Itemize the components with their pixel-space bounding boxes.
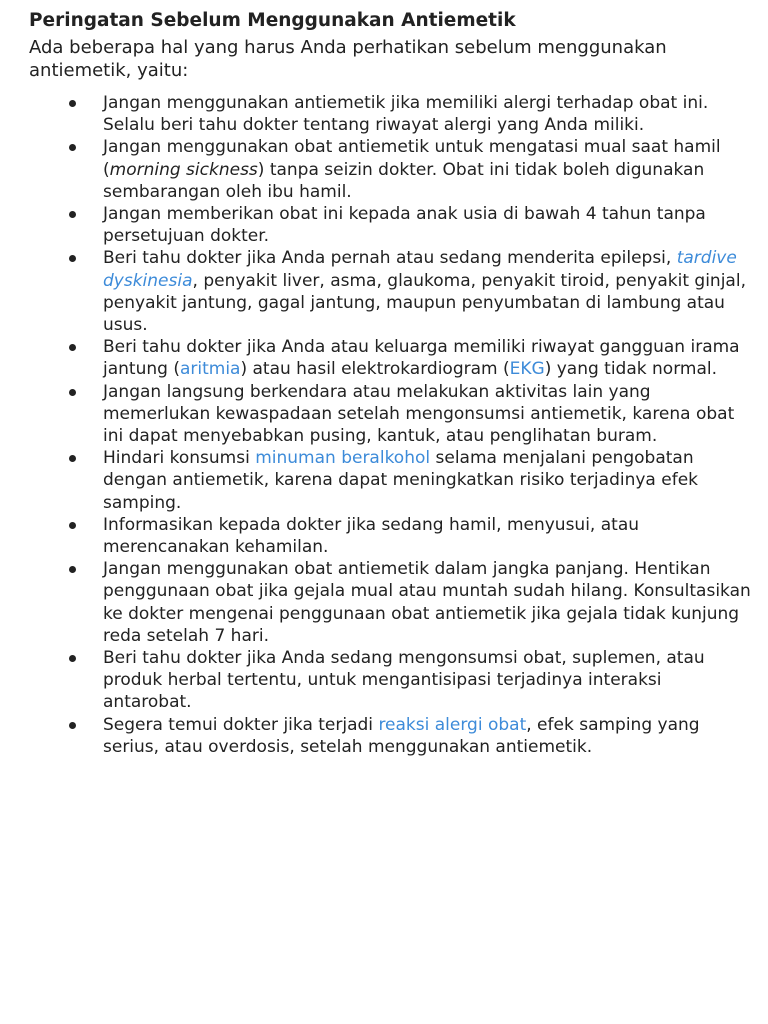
item-text: ) tanpa seizin dokter. Obat ini tidak boleh digunakan sembarangan oleh ibu hamil. bbox=[103, 159, 705, 202]
link-ekg[interactable]: EKG bbox=[509, 359, 545, 380]
bullet-icon bbox=[69, 722, 76, 729]
item-text: ) yang tidak normal. bbox=[544, 359, 717, 380]
item-text: ) atau hasil elektrokardiogram ( bbox=[240, 359, 510, 380]
bullet-icon bbox=[69, 566, 76, 573]
bullet-icon bbox=[69, 144, 76, 151]
bullet-icon bbox=[69, 255, 76, 262]
bullet-icon bbox=[69, 455, 76, 462]
list-item-alcohol bbox=[29, 447, 751, 514]
list-item-long-term-use bbox=[29, 558, 751, 647]
link-reaksi-alergi-obat[interactable]: reaksi alergi obat bbox=[378, 714, 527, 735]
list-item-drug-interactions bbox=[29, 647, 751, 714]
item-text: Hindari konsumsi bbox=[103, 448, 256, 469]
section-heading: Peringatan Sebelum Menggunakan Antiemetik bbox=[29, 10, 516, 31]
link-minuman-beralkohol[interactable]: minuman beralkohol bbox=[255, 448, 431, 469]
item-text: Segera temui dokter jika terjadi bbox=[103, 714, 379, 735]
list-item-driving bbox=[29, 381, 751, 448]
item-text: Beri tahu dokter jika Anda atau keluarga memiliki riwayat gangguan irama jantung ( bbox=[103, 337, 740, 380]
item-text: Jangan menggunakan antiemetik jika memiliki alergi terhadap obat ini. Selalu beri tahu dokter tentang riwayat alergi yang Anda miliki. bbox=[103, 93, 709, 136]
bullet-icon bbox=[69, 211, 76, 218]
item-text: Beri tahu dokter jika Anda sedang mengonsumsi obat, suplemen, atau produk herbal tertentu, untuk mengantisipasi terjadinya interaksi antarobat. bbox=[103, 648, 705, 713]
item-text: Informasikan kepada dokter jika sedang hamil, menyusui, atau merencanakan kehamilan. bbox=[103, 514, 640, 558]
bullet-icon bbox=[69, 344, 76, 351]
bullet-icon bbox=[69, 522, 76, 529]
item-text: , efek samping yang serius, atau overdosis, setelah menggunakan antiemetik. bbox=[103, 714, 700, 757]
list-item-pregnancy bbox=[29, 514, 751, 558]
list-item-heart-rhythm bbox=[29, 336, 751, 380]
list-item-allergy bbox=[29, 92, 751, 136]
list-item-allergic-reaction bbox=[29, 714, 751, 758]
item-text: Jangan langsung berkendara atau melakukan aktivitas lain yang memerlukan kewaspadaan setelah mengonsumsi antiemetik, karena obat ini dapat menyebabkan pusing, kantuk, atau penglihatan buram. bbox=[103, 381, 735, 447]
item-text: Jangan memberikan obat ini kepada anak usia di bawah 4 tahun tanpa persetujuan dokter. bbox=[103, 204, 706, 247]
list-item-pregnancy-nausea bbox=[29, 136, 751, 203]
item-text: selama menjalani pengobatan dengan antiemetik, karena dapat meningkatkan risiko terjadinya efek samping. bbox=[103, 448, 698, 513]
item-text: Jangan menggunakan obat antiemetik dalam jangka panjang. Hentikan penggunaan obat jika gejala mual atau muntah sudah hilang. Konsultasikan ke dokter mengenai penggunaan obat antiemetik jika gejala tidak kunjung reda setelah 7 hari. bbox=[103, 559, 751, 646]
bullet-icon bbox=[69, 655, 76, 662]
item-text: Beri tahu dokter jika Anda pernah atau sedang menderita epilepsi, bbox=[103, 248, 677, 269]
link-aritmia[interactable]: aritmia bbox=[179, 359, 241, 380]
article-content bbox=[29, 8, 751, 758]
list-item-medical-history bbox=[29, 247, 751, 336]
intro-paragraph: Ada beberapa hal yang harus Anda perhatikan sebelum menggunakan antiemetik, yaitu: bbox=[29, 37, 667, 81]
link-tardive-dyskinesia[interactable]: tardive dyskinesia bbox=[103, 248, 737, 291]
item-text: , penyakit liver, asma, glaukoma, penyakit tiroid, penyakit ginjal, penyakit jantung, gagal jantung, maupun penyumbatan di lambung atau usus. bbox=[103, 270, 746, 336]
item-text: Jangan menggunakan obat antiemetik untuk mengatasi mual saat hamil ( bbox=[103, 137, 721, 180]
warning-list bbox=[29, 92, 751, 758]
bullet-icon bbox=[69, 389, 76, 396]
emphasis-morning-sickness: morning sickness bbox=[109, 159, 258, 180]
list-item-children bbox=[29, 203, 751, 247]
bullet-icon bbox=[69, 100, 76, 107]
